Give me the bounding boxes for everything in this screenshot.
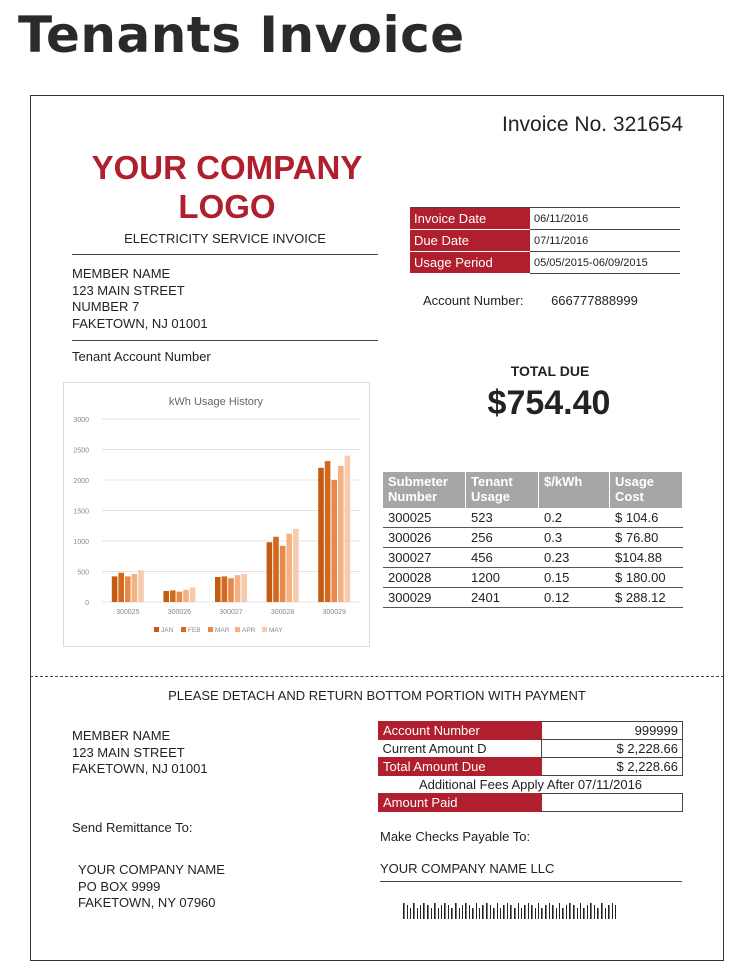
- table-row: [383, 588, 683, 608]
- table-row: [410, 208, 680, 230]
- barcode-bar: [566, 905, 567, 919]
- barcode-bar: [490, 905, 491, 919]
- barcode-bar: [597, 908, 599, 919]
- due-date-label: Due Date: [410, 230, 530, 252]
- submeter-table: [383, 472, 683, 608]
- member-name: MEMBER NAME: [72, 266, 171, 281]
- header-tenant-usage: Tenant Usage: [466, 472, 539, 508]
- total-due-label: TOTAL DUE: [510, 363, 590, 379]
- bar-mar-300029: [331, 480, 337, 602]
- amount-paid-label: Amount Paid: [379, 794, 542, 812]
- company-logo: [72, 148, 382, 226]
- barcode-bar: [562, 908, 564, 919]
- member-street: 123 MAIN STREET: [72, 282, 185, 298]
- barcode-bar: [497, 903, 498, 919]
- barcode-bar: [583, 908, 585, 919]
- barcode-bar: [587, 905, 588, 919]
- y-tick-label: 2500: [73, 447, 89, 455]
- bar-jan-300029: [318, 468, 324, 602]
- cell: 0.2: [539, 508, 610, 528]
- bar-mar-300026: [177, 592, 183, 602]
- payment-table: [378, 721, 683, 812]
- cell: 300027: [383, 548, 466, 568]
- cell: $ 76.80: [610, 528, 683, 548]
- table-row: [383, 508, 683, 528]
- bar-apr-300026: [183, 590, 189, 602]
- bar-jan-300027: [215, 577, 221, 602]
- barcode-bar: [472, 908, 474, 919]
- bar-jan-300026: [163, 591, 169, 602]
- due-date-value: 07/11/2016: [530, 230, 680, 252]
- barcode-bar: [608, 905, 610, 919]
- barcode-bar: [577, 908, 578, 919]
- barcode-bar: [459, 908, 460, 919]
- detach-line: [30, 676, 724, 677]
- member-city: FAKETOWN, NJ 01001: [72, 761, 208, 776]
- amount-paid-field[interactable]: [542, 794, 683, 812]
- member-address: [72, 266, 208, 332]
- cell: $ 180.00: [610, 568, 683, 588]
- barcode-bar: [465, 903, 467, 919]
- y-tick-label: 2000: [73, 478, 89, 485]
- barcode-bar: [500, 908, 501, 919]
- barcode-bar: [601, 903, 603, 919]
- bar-may-300026: [190, 587, 196, 602]
- barcode-bar: [476, 903, 477, 919]
- checks-payable-label: Make Checks Payable To:: [380, 829, 531, 844]
- x-tick-label: 300025: [116, 609, 140, 616]
- barcode-bar: [503, 905, 505, 919]
- barcode-bar: [417, 908, 418, 919]
- barcode-bar: [580, 903, 581, 919]
- table-header-row: [383, 472, 683, 508]
- invoice-date-value: 06/11/2016: [530, 208, 680, 230]
- barcode-bar: [413, 903, 415, 919]
- barcode-bar: [524, 905, 526, 919]
- barcode-bar: [531, 905, 533, 919]
- header-usage-cost: Usage Cost: [610, 472, 683, 508]
- bar-feb-300029: [325, 461, 331, 602]
- account-number-label: Account Number:: [423, 293, 524, 308]
- barcode-icon: [403, 903, 655, 919]
- chart-title: kWh Usage History: [168, 396, 264, 408]
- barcode-bar: [441, 905, 442, 919]
- barcode-bar: [423, 903, 425, 919]
- barcode-bar: [594, 905, 595, 919]
- current-amount-label: Current Amount D: [382, 741, 487, 756]
- cell: 300025: [383, 508, 466, 528]
- remittance-address: [78, 862, 225, 912]
- barcode-bar: [590, 903, 592, 919]
- fees-note: Additional Fees Apply After 07/11/2016: [418, 777, 643, 792]
- x-tick-label: 300027: [219, 609, 243, 616]
- bar-feb-300028: [273, 537, 279, 602]
- legend-label: JAN: [161, 627, 174, 634]
- barcode-bar: [479, 908, 480, 919]
- bar-apr-300025: [132, 574, 138, 602]
- total-amount-label: Total Amount Due: [379, 758, 542, 776]
- cell: $ 288.12: [610, 588, 683, 608]
- barcode-bar: [556, 908, 557, 919]
- bar-may-300028: [293, 529, 299, 602]
- usage-period-value: 05/05/2015-06/09/2015: [530, 252, 680, 274]
- x-tick-label: 300026: [167, 609, 192, 616]
- barcode-bar: [420, 905, 421, 919]
- barcode-bar: [410, 908, 411, 919]
- barcode-bar: [549, 903, 550, 919]
- member-city: FAKETOWN, NJ 01001: [72, 315, 208, 331]
- divider: [380, 881, 682, 882]
- table-row: [383, 568, 683, 588]
- table-row: [383, 528, 683, 548]
- service-title: ELECTRICITY SERVICE INVOICE: [124, 231, 326, 246]
- bar-apr-300027: [235, 575, 241, 602]
- barcode-bar: [507, 903, 508, 919]
- bar-jan-300028: [267, 542, 273, 602]
- usage-chart-svg: [64, 383, 369, 646]
- barcode-bar: [521, 908, 522, 919]
- table-row: [379, 776, 683, 794]
- tenant-account-label: Tenant Account Number: [72, 349, 211, 364]
- legend-label: MAY: [269, 627, 283, 634]
- barcode-bar: [493, 908, 495, 919]
- member-unit: NUMBER 7: [72, 299, 140, 314]
- bar-feb-300025: [118, 573, 124, 602]
- barcode-bar: [455, 903, 457, 919]
- barcode-bar: [434, 903, 436, 919]
- cell: $ 104.6: [610, 508, 683, 528]
- legend-swatch-may: [262, 627, 267, 632]
- cell: 200028: [383, 568, 466, 588]
- barcode-bar: [538, 903, 539, 919]
- bar-may-300029: [345, 456, 351, 602]
- cell: 0.15: [539, 568, 610, 588]
- barcode-bar: [605, 908, 606, 919]
- remit-po-box: PO BOX 9999: [78, 878, 161, 894]
- bar-feb-300026: [170, 590, 176, 602]
- x-tick-label: 300029: [322, 609, 346, 616]
- total-due-value: $754.40: [487, 384, 611, 422]
- barcode-bar: [559, 903, 560, 919]
- barcode-bar: [541, 908, 543, 919]
- member-name: MEMBER NAME: [72, 728, 171, 743]
- bar-jan-300025: [112, 576, 118, 602]
- barcode-bar: [514, 908, 516, 919]
- bar-apr-300029: [338, 466, 344, 602]
- account-number-value: 999999: [542, 722, 683, 740]
- table-row: [383, 548, 683, 568]
- bar-apr-300028: [286, 534, 292, 602]
- legend-swatch-jan: [154, 627, 159, 632]
- y-tick-label: 0: [85, 600, 89, 607]
- table-row: [410, 252, 680, 274]
- cell: 523: [466, 508, 539, 528]
- barcode-bar: [407, 905, 408, 919]
- barcode-bar: [462, 905, 463, 919]
- current-amount-value: $ 2,228.66: [542, 740, 683, 758]
- account-number: [423, 293, 638, 308]
- cell: 300026: [383, 528, 466, 548]
- remit-company-name: YOUR COMPANY NAME: [78, 862, 225, 877]
- table-row: [379, 722, 683, 740]
- legend-swatch-mar: [208, 627, 213, 632]
- bottom-member-address: [72, 728, 208, 778]
- barcode-bar: [448, 905, 449, 919]
- table-row: [410, 230, 680, 252]
- cell: 300029: [383, 588, 466, 608]
- invoice-number: Invoice No. 321654: [502, 113, 683, 136]
- logo-line-1: YOUR COMPANY: [91, 149, 363, 186]
- bar-mar-300025: [125, 576, 131, 602]
- payee-name: YOUR COMPANY NAME LLC: [380, 861, 555, 876]
- barcode-bar: [535, 908, 536, 919]
- cell: 0.12: [539, 588, 610, 608]
- cell: 1200: [466, 568, 539, 588]
- table-row: [379, 740, 683, 758]
- legend-label: FEB: [188, 627, 201, 634]
- member-street: 123 MAIN STREET: [72, 744, 185, 760]
- bar-may-300025: [138, 570, 144, 602]
- divider: [72, 340, 378, 341]
- barcode-bar: [528, 903, 529, 919]
- legend-swatch-apr: [235, 627, 240, 632]
- detach-instructions: PLEASE DETACH AND RETURN BOTTOM PORTION WITH PAYMENT: [168, 688, 586, 703]
- cell: 256: [466, 528, 539, 548]
- divider: [72, 254, 378, 255]
- cell: 2401: [466, 588, 539, 608]
- barcode-bar: [612, 903, 613, 919]
- barcode-bar: [510, 905, 512, 919]
- invoice-date-label: Invoice Date: [410, 208, 530, 230]
- usage-chart: [63, 382, 370, 647]
- remittance-label: Send Remittance To:: [72, 820, 193, 835]
- barcode-bar: [486, 903, 488, 919]
- y-tick-label: 500: [77, 569, 89, 577]
- bar-may-300027: [241, 574, 247, 602]
- legend-label: APR: [242, 627, 256, 634]
- remit-city: FAKETOWN, NY 07960: [78, 895, 216, 910]
- table-row: [379, 758, 683, 776]
- x-tick-label: 300028: [270, 609, 295, 616]
- barcode-bar: [444, 903, 446, 919]
- barcode-bar: [518, 903, 519, 919]
- legend-swatch-feb: [181, 627, 186, 632]
- barcode-bar: [431, 908, 432, 919]
- barcode-bar: [482, 905, 484, 919]
- barcode-bar: [615, 905, 616, 919]
- cell: 0.3: [539, 528, 610, 548]
- bar-feb-300027: [222, 576, 228, 602]
- barcode-bar: [573, 905, 575, 919]
- barcode-bar: [569, 903, 571, 919]
- table-row: [379, 794, 683, 812]
- page-title: Tenants Invoice: [18, 6, 465, 64]
- barcode-bar: [427, 905, 429, 919]
- header-rate: $/kWh: [539, 472, 610, 508]
- barcode-bar: [438, 908, 439, 919]
- y-tick-label: 1500: [73, 508, 89, 516]
- cell: 0.23: [539, 548, 610, 568]
- barcode-bar: [545, 905, 547, 919]
- barcode-bar: [469, 905, 470, 919]
- account-number-value: 666777888999: [551, 293, 638, 308]
- barcode-bar: [403, 903, 405, 919]
- barcode-bar: [552, 905, 554, 919]
- header-submeter-number: Submeter Number: [383, 472, 466, 508]
- y-tick-label: 1000: [73, 539, 89, 546]
- account-number-label: Account Number: [379, 722, 542, 740]
- y-tick-label: 3000: [73, 417, 89, 424]
- cell: 456: [466, 548, 539, 568]
- bar-mar-300027: [228, 578, 234, 602]
- usage-period-label: Usage Period: [410, 252, 530, 274]
- logo-line-2: LOGO: [178, 188, 276, 225]
- bar-mar-300028: [280, 546, 286, 602]
- barcode-bar: [451, 908, 453, 919]
- total-amount-value: $ 2,228.66: [542, 758, 683, 776]
- cell: $104.88: [610, 548, 683, 568]
- invoice-dates-table: [410, 207, 680, 274]
- legend-label: MAR: [215, 627, 230, 634]
